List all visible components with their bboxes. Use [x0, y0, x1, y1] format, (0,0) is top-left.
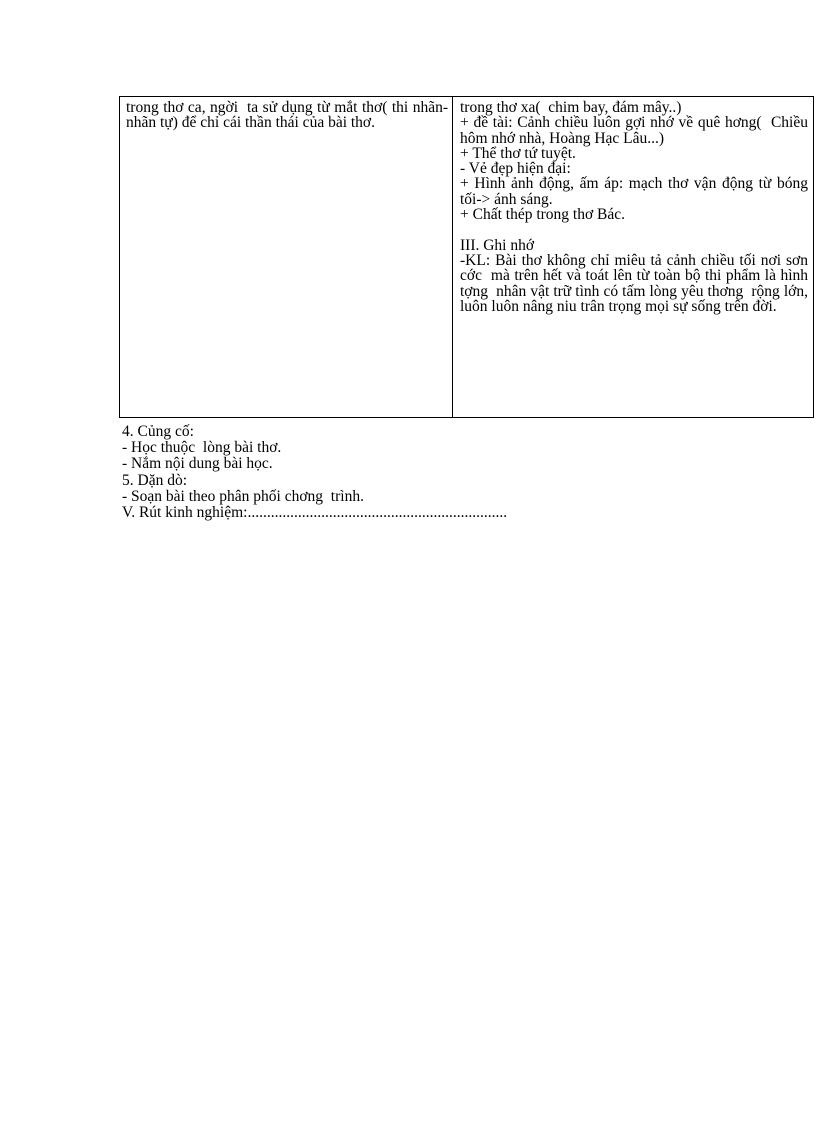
right-cell-line: + Hình ảnh động, ấm áp: mạch thơ vận động từ bóng tối-> ánh sáng.: [460, 175, 812, 208]
right-cell-line: trong thơ xa( chim bay, đám mây..): [460, 99, 682, 116]
blank-line: [460, 222, 808, 237]
right-cell-line: + đề tài: Cảnh chiều luôn gợi nhớ về quê hơng( Chiều hôm nhớ nhà, Hoàng Hạc Lâu...): [460, 114, 812, 147]
text-line: 4. Củng cố:: [122, 423, 194, 440]
right-cell-line: - Vẻ đẹp hiện đại:: [460, 160, 571, 178]
text-line: V. Rút kinh nghiệm:...................................................................: [122, 504, 508, 522]
section-title: III. Ghi nhớ: [460, 236, 535, 254]
lesson-table: [119, 96, 814, 418]
text-line: - Học thuộc lòng bài thơ.: [122, 439, 282, 457]
text-line: - Nắm nội dung bài học.: [122, 455, 273, 473]
right-cell-line: + Chất thép trong thơ Bác.: [460, 206, 626, 224]
right-cell-line: + Thể thơ tứ tuyệt.: [460, 144, 576, 162]
conclusion-text: -KL: Bài thơ không chỉ miêu tả cảnh chiều tối nơi sơn cớc mà trên hết và toát lên từ toàn bộ thi phẩm là hình tợng nhân vật trữ tình có tấm lòng yêu thơng rộng lớn, luôn luôn nâng niu trân trọng mọi sự sống trên đời.: [460, 251, 812, 315]
table-cell-left: [120, 97, 453, 417]
after-table-text: [122, 424, 507, 521]
text-line: - Soạn bài theo phân phối chơng trình.: [122, 487, 364, 505]
text-line: 5. Dặn dò:: [122, 471, 188, 489]
left-cell-text: trong thơ ca, ngời ta sử dụng từ mắt thơ( thi nhãn- nhãn tự) để chỉ cái thần thái của bài thơ.: [126, 99, 452, 132]
table-cell-right: [453, 97, 813, 417]
